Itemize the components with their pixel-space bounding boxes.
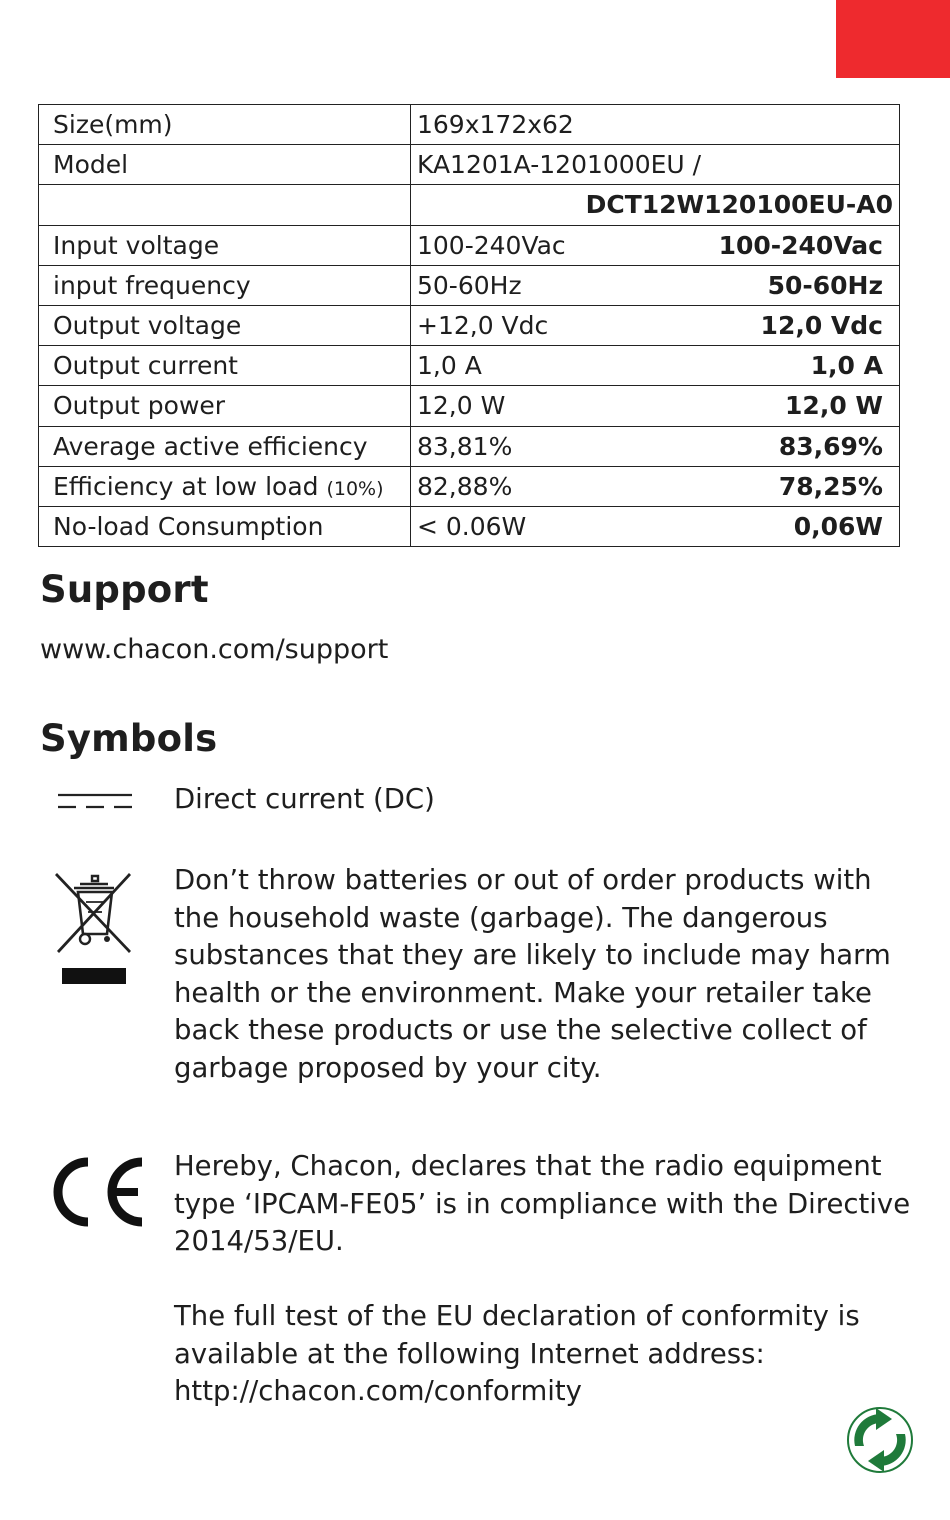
conformity-statement: The full test of the EU declaration of conformity is available at the following Internet address: http://chacon.com/conformity (174, 1300, 860, 1408)
spec-value-2: 0,06W (793, 511, 883, 541)
spec-value: KA1201A-1201000EU / (411, 145, 900, 185)
spec-value-2: 1,0 A (810, 351, 883, 381)
spec-value: +12,0 Vdc (417, 311, 549, 341)
table-row (39, 225, 900, 265)
table-row (39, 386, 900, 426)
symbols-heading: Symbols (40, 717, 218, 760)
spec-label: Input voltage (39, 225, 411, 265)
support-heading: Support (40, 568, 209, 611)
specs-table (38, 104, 900, 547)
spec-label-with-note (39, 466, 411, 506)
ce-declaration: Hereby, Chacon, declares that the radio equipment type ‘IPCAM-FE05’ is in compliance with the Directive 2014/53/EU. (174, 1150, 911, 1258)
spec-value-2: 12,0 W (785, 391, 883, 421)
table-row (39, 346, 900, 386)
green-dot-icon (846, 1406, 914, 1474)
spec-value: 169x172x62 (411, 105, 900, 145)
spec-label: Average active efficiency (39, 426, 411, 466)
dc-description: Direct current (DC) (174, 783, 435, 815)
spec-label: Output power (39, 386, 411, 426)
spec-value-2: 83,69% (778, 431, 883, 461)
table-row (39, 105, 900, 145)
spec-value: 50-60Hz (417, 270, 522, 300)
table-row (39, 185, 900, 225)
spec-label: Size(mm) (39, 105, 411, 145)
table-row (39, 145, 900, 185)
spec-label: Output voltage (39, 305, 411, 345)
table-row (39, 265, 900, 305)
dc-symbol-icon (56, 792, 134, 812)
spec-label: input frequency (39, 265, 411, 305)
spec-value: 100-240Vac (417, 230, 566, 260)
spec-value-model-2: DCT12W120100EU-A0 (411, 185, 900, 225)
spec-label: No-load Consumption (39, 506, 411, 546)
spec-label (39, 185, 411, 225)
spec-label-note: (10%) (326, 477, 384, 500)
table-row (39, 426, 900, 466)
spec-value: 82,88% (417, 471, 513, 501)
corner-accent-tab (836, 0, 950, 78)
weee-description: Don’t throw batteries or out of order products with the household waste (garbage). The dangerous substances that they are likely to include may harm health or the environment. Make your retailer take back these products or use the selective collect of garbage proposed by your city. (174, 864, 891, 1084)
ce-mark-icon (44, 1156, 148, 1228)
spec-value: 83,81% (417, 431, 513, 461)
table-row (39, 305, 900, 345)
spec-value-2: 100-240Vac (718, 230, 883, 260)
spec-value: 1,0 A (417, 351, 482, 381)
spec-label: Output current (39, 346, 411, 386)
spec-label: Efficiency at low load (53, 471, 319, 501)
table-row (39, 506, 900, 546)
spec-value-2: 12,0 Vdc (760, 311, 883, 341)
crossed-bin-icon (52, 868, 138, 990)
table-row (39, 466, 900, 506)
spec-value: < 0.06W (417, 511, 527, 541)
spec-value-2: 78,25% (778, 471, 883, 501)
spec-label: Model (39, 145, 411, 185)
support-link[interactable]: www.chacon.com/support (40, 634, 389, 665)
spec-value: 12,0 W (417, 391, 506, 421)
spec-value-2: 50-60Hz (767, 270, 883, 300)
